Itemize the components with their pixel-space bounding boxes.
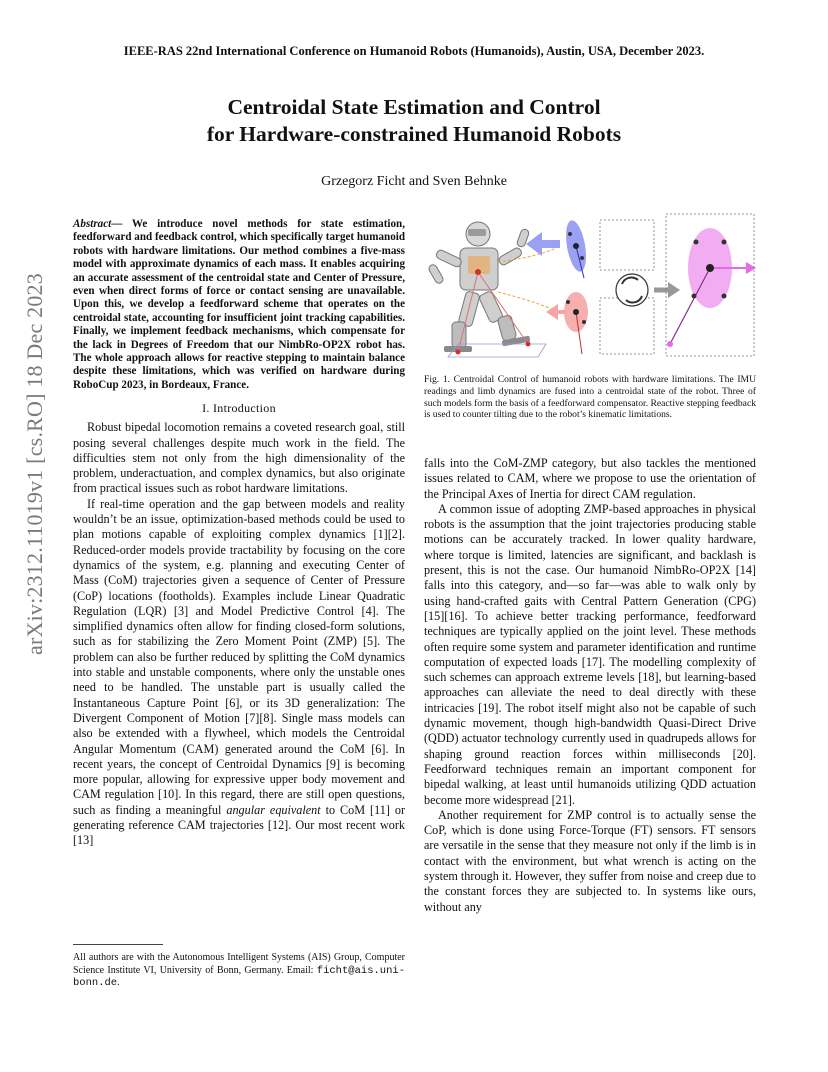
footnote-end: .	[117, 977, 120, 988]
paper-authors: Grzegorz Ficht and Sven Behnke	[321, 174, 507, 189]
introduction-body	[73, 420, 405, 848]
arxiv-watermark: arXiv:2312.11019v1 [cs.RO] 18 Dec 2023	[22, 273, 47, 655]
intro-paragraph-1: Robust bipedal locomotion remains a coveted research goal, still posing several challenges despite much work in the field. The difficulties stem not only from the high dimensionality of the problem, underactuation, and complex dynamics, but also originate from practical issues such as robot hardware limitations.	[73, 420, 405, 496]
right-column	[424, 456, 756, 915]
right-paragraph-0: falls into the CoM-ZMP category, but also tackles the mentioned issues related to CAM, where we propose to use the orientation of the Principal Axes of Inertia for direct CAM regulation.	[424, 456, 756, 501]
intro-p2-emphasis: angular equivalent	[226, 802, 321, 817]
title-line-2: for Hardware-constrained Humanoid Robots	[206, 122, 622, 146]
intro-p2-part-b: to CoM [11] or generating reference CAM trajectories [12]. Our most recent work [13]	[73, 802, 406, 848]
left-column	[73, 218, 405, 849]
section-heading-introduction: I. Introduction	[202, 401, 276, 416]
footnote	[73, 952, 405, 990]
right-paragraph-2: Another requirement for ZMP control is to actually sense the CoP, which is done using Force-Torque (FT) sensors. FT sensors are versatile in the sense that they measure not only if the limb is in contact with the environment, but what wrench is acting on the system through it. However, they suffer from noise and creep due to the constant forces they are subjected to. In systems like ours, without any	[424, 807, 756, 914]
magenta-model	[667, 228, 756, 347]
abstract-lead: Abstract	[73, 218, 112, 230]
abstract-text: — We introduce novel methods for state estimation, feedforward and feedback control, which specifically target humanoid robots with hardware limitations. Our method combines a five-mass model with approximate dynamics of each mass. It enables acquiring an accurate assessment of the centroidal state and Center of Pressure, even when direct forms of force or contact sensing are unavailable. Upon this, we develop a feedforward scheme that operates on the centroidal state, accounting for insufficient joint tracking capabilities. Finally, we implement feedback mechanisms, which compensate for the lack in Degrees of Freedom that our NimbRo-OP2X robot has. The whole approach allows for reactive stepping to maintain balance despite these limitations, which was verified on hardware during RoboCup 2023, in Bordeaux, France.	[73, 218, 405, 391]
figure-1	[418, 212, 758, 362]
footnote-email: ficht@ais.uni-bonn.de	[73, 964, 405, 989]
paper-title	[120, 94, 708, 148]
pink-model	[546, 292, 588, 354]
title-line-1: Centroidal State Estimation and Control	[227, 95, 601, 119]
footnote-rule	[73, 944, 163, 945]
intro-p2-part-a: If real-time operation and the gap between models and reality wouldn’t be an issue, optimization-based methods could be used to plan motions capable of exploiting complex dynamics [1][2]. Reduced-order models provide tractability by focusing on the core dynamics of the system, e.g. planning and executing Center of Mass (CoM) trajectories given a sequence of Center of Pressure (CoP) locations (footholds). Examples include Linear Quadratic Regulation (LQR) [3] and Model Predictive Control [4]. The simplified dynamics often allow for finding closed-form solutions, such as for stabilizing the Zero Moment Point (ZMP) [5]. The problem can also be further reduced by splitting the CoM dynamics into stable and unstable components, where only the unstable ones need to be handled. The unstable part is usually called the Instantaneous Capture Point [6], or its 3D generalization: The Divergent Component of Motion [7][8]. Single mass models can also be extended with a flywheel, which models the Centroidal Angular Momentum (CAM) generated around the CoM [6]. In recent years, the concept of Centroidal Dynamics [9] is becoming more popular, allowing for expressive upper body movement and CAM regulation [10]. In this regard, there are still open questions, such as finding a meaningful	[73, 496, 405, 817]
intro-paragraph-2	[73, 497, 405, 849]
robot-illustration	[428, 222, 546, 357]
blue-model	[526, 219, 589, 278]
conference-header: IEEE-RAS 22nd International Conference on Humanoid Robots (Humanoids), Austin, USA, December 2023.	[123, 44, 705, 58]
right-paragraph-1: A common issue of adopting ZMP-based approaches in physical robots is the assumption that the joint trajectories producing stable motions can be accurately tracked. In lower quality hardware, where torque is limited, latencies are significant, and backlash is present, this is not the case. Our humanoid NimbRo-OP2X [14] falls into this category, and—so far—was able to walk only by using hand-crafted gaits with Central Pattern Generation (CPG) [15][16]. To achieve better tracking performance, feedforward techniques are typically applied on the joint level. These methods often require some system and parameter identification and runtime computation of expected loads [17]. The modelling complexity of such schemes can approach extreme levels [18], but learning-based approaches can alleviate the need to deal directly with these intricacies [19]. The robot itself might also not be capable of such dynamic movement, though high-bandwidth Quasi-Direct Drive (QDD) actuator technology currently used in quadrupeds allows for shaping ground reaction forces within milliseconds [20]. Feedforward techniques remain an important component for bipedal walking, at least until humanoids utilizing QDD actuation become more widespread [21].	[424, 501, 756, 807]
abstract	[73, 218, 405, 392]
footnote-text: All authors are with the Autonomous Intelligent Systems (AIS) Group, Computer Science Institute VI, University of Bonn, Germany. Email:	[73, 952, 405, 976]
figure-caption: Fig. 1. Centroidal Control of humanoid robots with hardware limitations. The IMU readings and limb dynamics are fused into a centroidal state of the robot. Three of such models form the basis of a feedforward compensator. Reactive stepping feedback is used to counter tilting due to the robot’s kinematic limitations.	[424, 374, 756, 421]
feedforward-compensator-symbol	[616, 274, 680, 306]
